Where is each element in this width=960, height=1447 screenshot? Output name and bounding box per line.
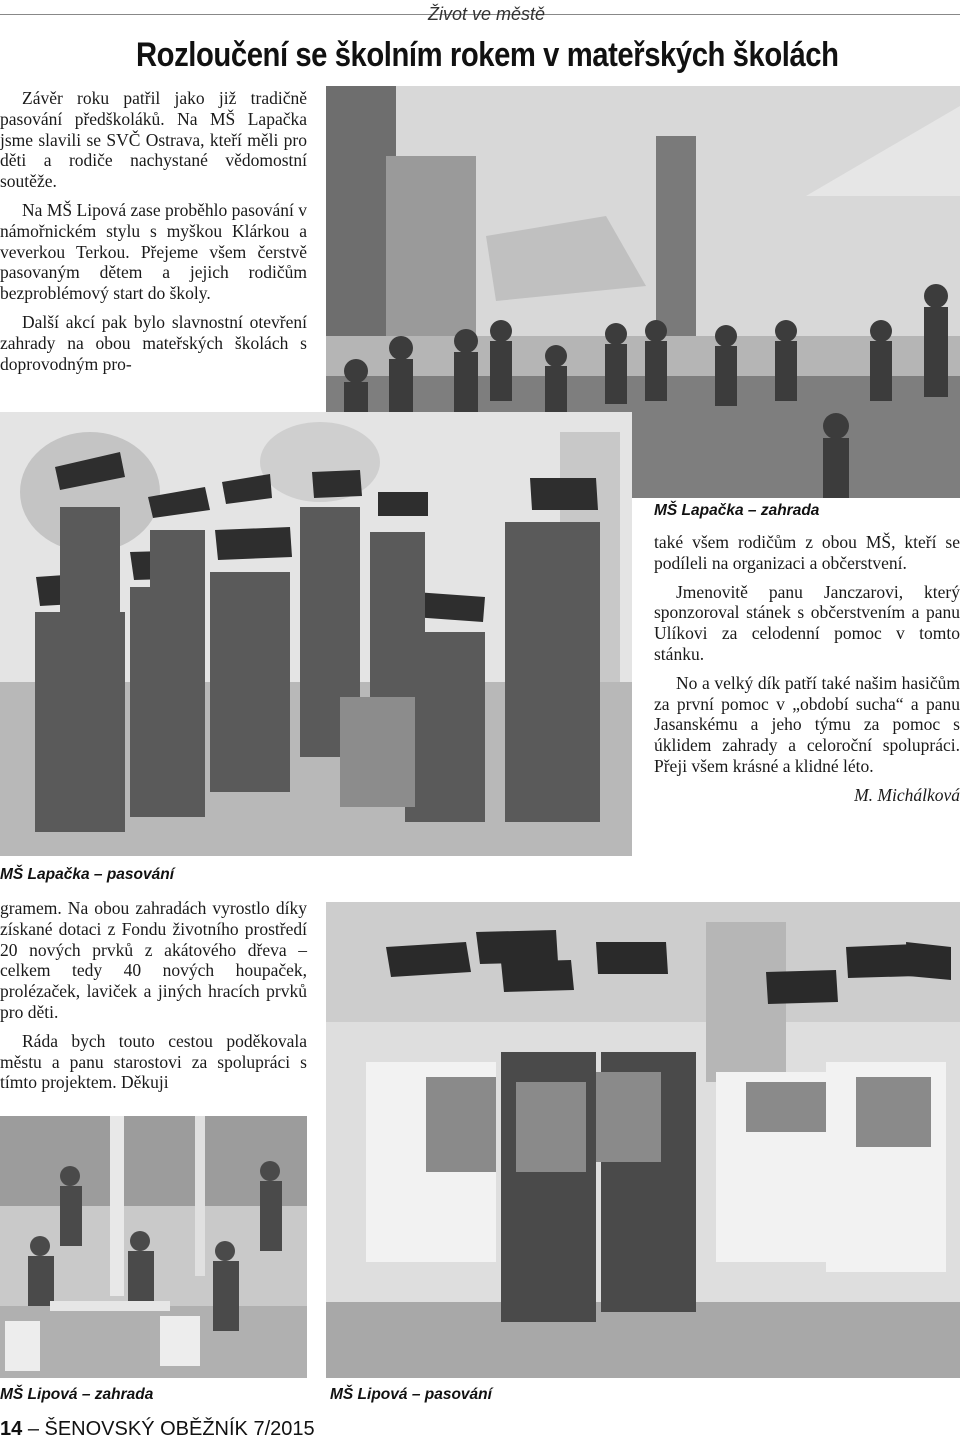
publication-name: ŠENOVSKÝ OBĚŽNÍK 7/2015 bbox=[44, 1418, 315, 1440]
paragraph: Na MŠ Lipová zase proběhlo pasování v námořnickém stylu s myškou Klárkou a veverkou Terkou. Přejeme všem čerstvě pasovaným dětem a jejich rodičům bezproblémový start do školy. bbox=[0, 199, 307, 304]
caption-lipova-graduation: MŠ Lipová – pasování bbox=[330, 1386, 492, 1403]
photo-lapacka-graduation bbox=[0, 412, 632, 856]
article-text-block-2 bbox=[0, 898, 307, 1101]
article-headline: Rozloučení se školním rokem v mateřských školách bbox=[136, 36, 839, 74]
photo-graduation-illustration bbox=[0, 412, 632, 856]
photo-lipova-garden bbox=[0, 1116, 307, 1378]
photo-lipova-illustration bbox=[326, 902, 960, 1378]
paragraph: Závěr roku patřil jako již tradičně pasování předškoláků. Na MŠ Lapačka jsme slavili se SVČ Ostrava, kteří měli pro děti a rodiče nachystané vědomostní soutěže. bbox=[0, 88, 307, 192]
page-footer bbox=[0, 1418, 315, 1441]
article-text-block-3 bbox=[654, 532, 960, 806]
footer-separator: – bbox=[27, 1418, 39, 1440]
paragraph: také všem rodičům z obou MŠ, kteří se podíleli na organizaci a občerstvení. bbox=[654, 532, 960, 573]
paragraph: No a velký dík patří také našim hasičům za první pomoc v „období sucha“ a panu Jasanskému a jeho týmu za pomoc s úklidem zahrady a celoroční spolupráci. Přeji všem krásné a klidné léto. bbox=[654, 672, 960, 776]
paragraph: gramem. Na obou zahradách vyrostlo díky získané dotaci z Fondu životního prostředí 20 nových prvků z akátového dřeva – celkem tedy 40 nových houpaček, prolézaček, laviček a jiných hracích prvků pro děti. bbox=[0, 898, 307, 1022]
paragraph: Ráda bych touto cestou poděkovala městu a panu starostovi za spolupráci s tímto projektem. Děkuji bbox=[0, 1030, 307, 1093]
author-signature: M. Michálková bbox=[854, 784, 960, 805]
caption-lapacka-graduation: MŠ Lapačka – pasování bbox=[0, 866, 175, 883]
photo-lipova-graduation bbox=[326, 902, 960, 1378]
paragraph: Jmenovitě panu Janczarovi, který sponzoroval stánek s občerstvením a panu Ulíkovi za celodenní pomoc v tomto stánku. bbox=[654, 581, 960, 664]
page-number: 14 bbox=[0, 1418, 23, 1440]
section-label: Život ve městě bbox=[428, 4, 546, 24]
caption-lapacka-garden: MŠ Lapačka – zahrada bbox=[654, 502, 820, 519]
caption-lipova-garden: MŠ Lipová – zahrada bbox=[0, 1386, 154, 1403]
header-rule-right bbox=[330, 14, 960, 15]
photo-lipova-garden-illustration bbox=[0, 1116, 307, 1378]
article-text-block-1 bbox=[0, 88, 307, 382]
paragraph: Další akcí pak bylo slavnostní otevření zahrady na obou mateřských školách s doprovodným pro- bbox=[0, 311, 307, 374]
